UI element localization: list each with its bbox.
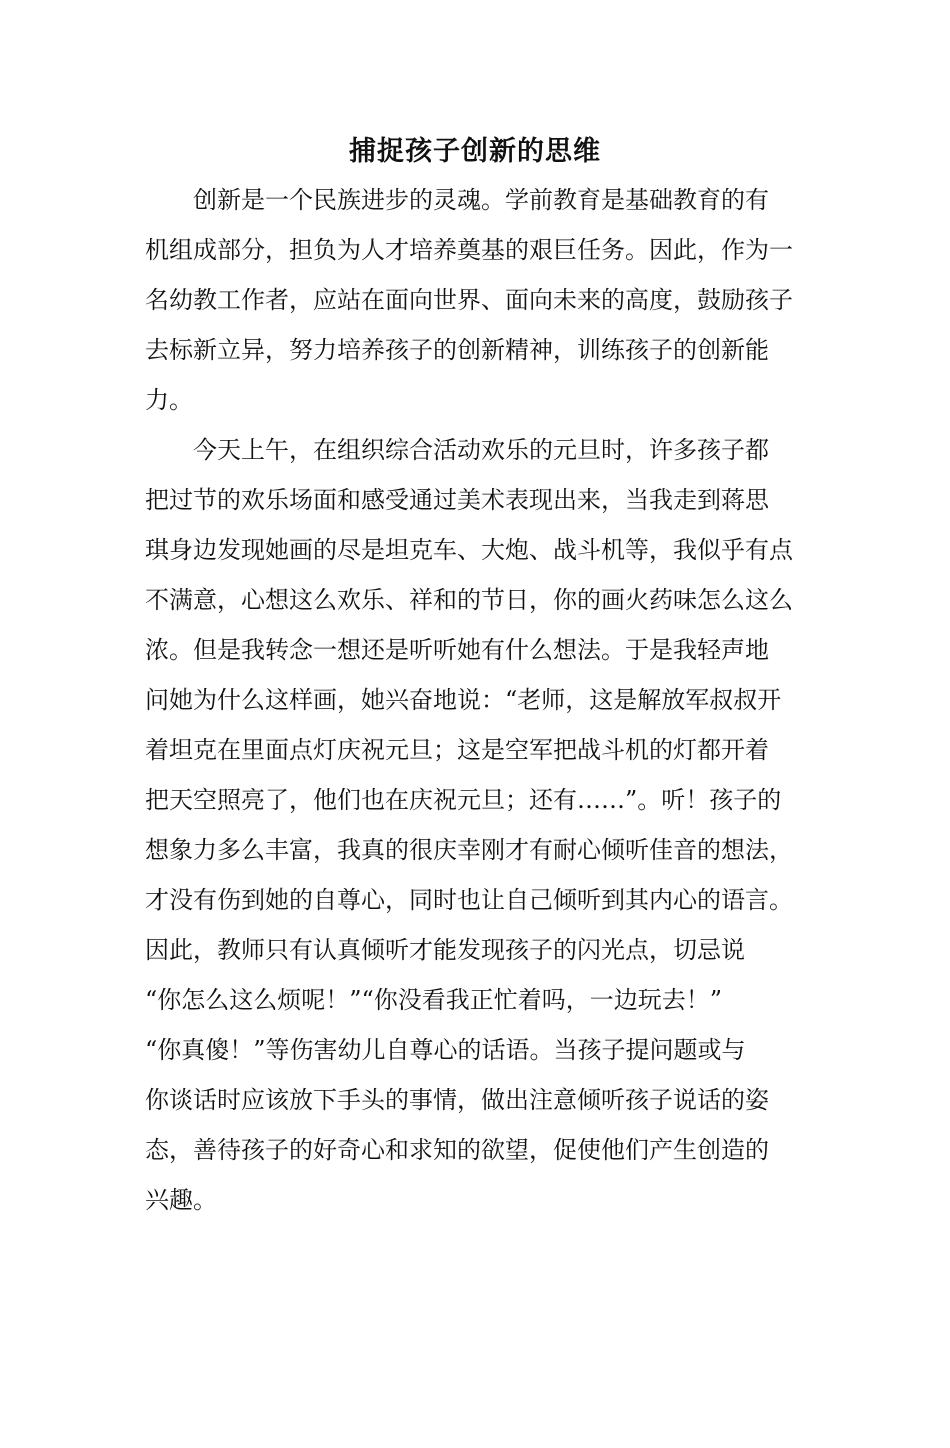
paragraph-line: 琪身边发现她画的尽是坦克车、大炮、战斗机等，我似乎有点 bbox=[145, 536, 793, 564]
document-title: 捕捉孩子创新的思维 bbox=[349, 136, 601, 167]
paragraph-line: 着坦克在里面点灯庆祝元旦；这是空军把战斗机的灯都开着 bbox=[145, 736, 769, 764]
paragraph-line: 浓。但是我转念一想还是听听她有什么想法。于是我轻声地 bbox=[145, 636, 769, 664]
paragraph-line: 才没有伤到她的自尊心，同时也让自己倾听到其内心的语言。 bbox=[145, 886, 793, 914]
paragraph-line: 去标新立异，努力培养孩子的创新精神，训练孩子的创新能 bbox=[145, 336, 769, 364]
paragraph-line: 态，善待孩子的好奇心和求知的欲望，促使他们产生创造的 bbox=[145, 1136, 769, 1164]
paragraph-line: 不满意，心想这么欢乐、祥和的节日，你的画火药味怎么这么 bbox=[145, 586, 793, 614]
paragraph-line: 问她为什么这样画，她兴奋地说：“老师，这是解放军叔叔开 bbox=[145, 686, 782, 714]
paragraph-line: “你真傻！”等伤害幼儿自尊心的话语。当孩子提问题或与 bbox=[145, 1036, 746, 1064]
paragraph-line: 机组成部分，担负为人才培养奠基的艰巨任务。因此，作为一 bbox=[145, 236, 793, 264]
paragraph-line: 想象力多么丰富，我真的很庆幸刚才有耐心倾听佳音的想法， bbox=[145, 836, 793, 864]
paragraph-line: “你怎么这么烦呢！”“你没看我正忙着吗，一边玩去！” bbox=[145, 986, 723, 1014]
paragraph-line: 名幼教工作者，应站在面向世界、面向未来的高度，鼓励孩子 bbox=[145, 286, 793, 314]
paragraph-line: 你谈话时应该放下手头的事情，做出注意倾听孩子说话的姿 bbox=[145, 1086, 769, 1114]
paragraph-line: 因此，教师只有认真倾听才能发现孩子的闪光点，切忌说 bbox=[145, 936, 745, 964]
paragraph-line: 兴趣。 bbox=[145, 1186, 217, 1214]
paragraph-line: 创新是一个民族进步的灵魂。学前教育是基础教育的有 bbox=[193, 186, 769, 214]
paragraph-line: 力。 bbox=[145, 386, 193, 414]
paragraph-line: 把天空照亮了，他们也在庆祝元旦；还有……”。听！孩子的 bbox=[145, 786, 782, 814]
paragraph-line: 今天上午，在组织综合活动欢乐的元旦时，许多孩子都 bbox=[193, 436, 769, 464]
paragraph-line: 把过节的欢乐场面和感受通过美术表现出来，当我走到蒋思 bbox=[145, 486, 769, 514]
